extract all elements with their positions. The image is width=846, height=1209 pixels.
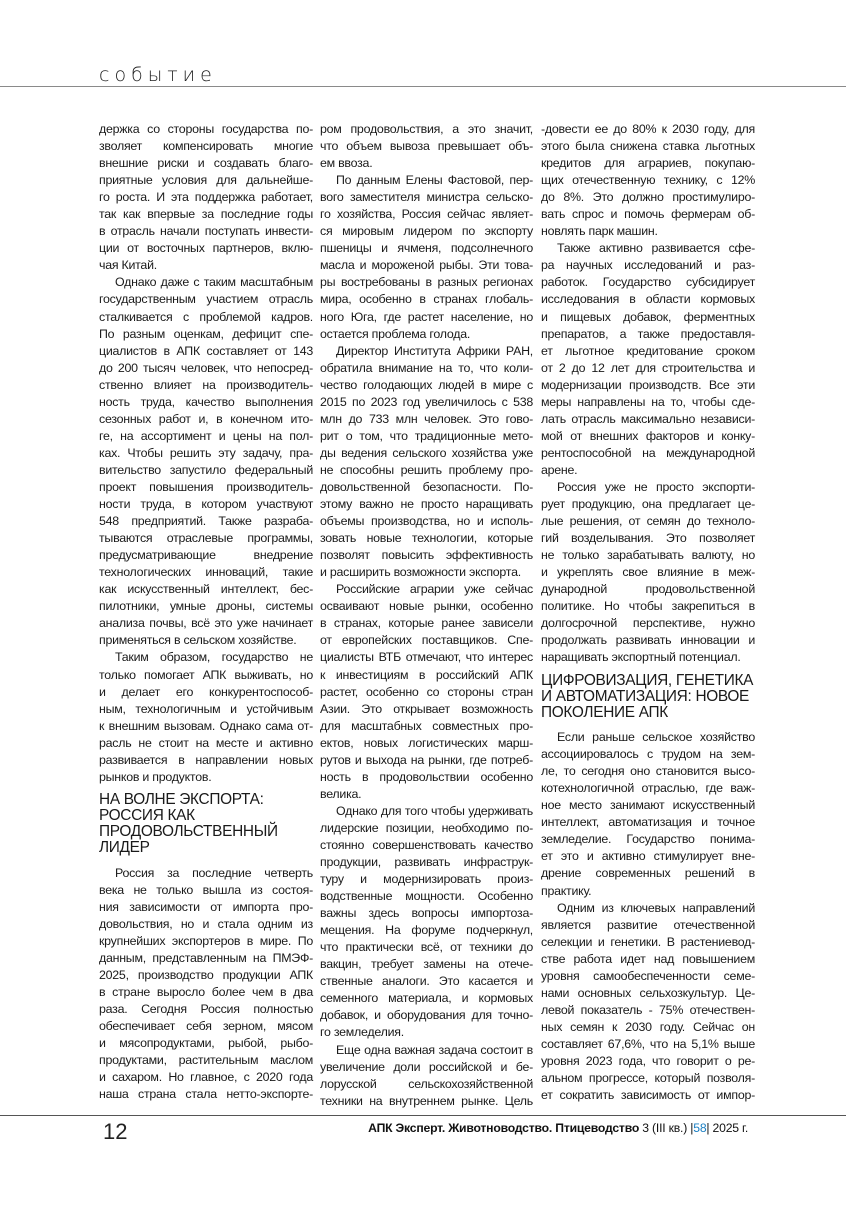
text-line: рит о том, что традиционные мето- xyxy=(320,428,533,443)
text-line: мой от внешних факторов и конку- xyxy=(541,428,755,443)
text-line: обратила внимание на то, что коли- xyxy=(320,360,533,375)
text-line: пилотники, умные дроны, системы xyxy=(99,599,313,614)
text-line: рентоспособной на международной xyxy=(541,445,755,460)
text-line: этого была снижена ставка льготных xyxy=(541,139,755,154)
text-line: и расширить возможности экспорта. xyxy=(320,565,521,580)
issue-year: | 2025 г. xyxy=(706,1121,748,1135)
text-line: от европейских поставщиков. Спе- xyxy=(320,633,533,648)
text-line: применяться в сельском хозяйстве. xyxy=(99,633,297,648)
footer-rule xyxy=(0,1115,846,1116)
text-line: Российские аграрии уже сейчас xyxy=(336,582,533,597)
text-line: внешние риски и создавать благо- xyxy=(99,156,313,171)
text-line: меры направлены на то, чтобы сде- xyxy=(541,394,755,409)
text-line: ного Юга, где растет население, но xyxy=(320,309,533,324)
text-line: довольствия, но и стала одним из xyxy=(99,916,313,931)
text-line: го земледелия. xyxy=(320,1025,404,1040)
text-line: развивается в направлении новых xyxy=(99,752,313,767)
text-line: политике. Но чтобы закрепиться в xyxy=(541,599,755,614)
text-line: ле, то сегодня оно становится высо- xyxy=(541,764,755,779)
paragraph xyxy=(320,121,533,172)
text-line: долгосрочной перспективе, нужно xyxy=(541,616,755,631)
text-line: Если раньше сельское хозяйство xyxy=(557,730,755,745)
text-line: важны здесь вопросы импортоза- xyxy=(320,906,533,921)
text-line: го роста. И эта поддержка работает, xyxy=(99,190,313,205)
text-line: рутов и выхода на рынки, где потреб- xyxy=(320,752,533,767)
text-line: альном прогрессе, который позволя- xyxy=(541,1071,755,1086)
text-line: предусматривающие внедрение xyxy=(99,548,313,563)
paragraph xyxy=(320,172,533,342)
text-line: анализа почвы, всё это уже начинает xyxy=(99,616,313,631)
text-line: от 2 до 12 лет для строительства и xyxy=(541,360,755,375)
text-line: зовать новые технологии, которые xyxy=(320,531,533,546)
text-line: составляет 67,6%, что на 5,1% выше xyxy=(541,1036,755,1051)
text-line: ге, на ассортимент и цены на пол- xyxy=(99,428,313,443)
text-line: По разным оценкам, дефицит спе- xyxy=(99,326,313,341)
text-line: что объем вывоза превышает объ- xyxy=(320,139,533,154)
text-line: левой показатель - 75% отечествен- xyxy=(541,1002,755,1017)
text-line: циалистов в АПК составляет от 143 xyxy=(99,343,313,358)
text-line: Одним из ключевых направлений xyxy=(557,900,755,915)
text-line: ственные аналоги. Это касается и xyxy=(320,974,533,989)
text-line: Также активно развивается сфе- xyxy=(557,241,755,256)
text-line: млн до 733 млн человек. Это гово- xyxy=(320,411,533,426)
section-label: событие xyxy=(99,64,217,86)
issue-number: 3 (III кв.) | xyxy=(642,1121,694,1135)
paragraph xyxy=(541,729,755,899)
text-line: чая Китай. xyxy=(99,258,157,273)
section-heading xyxy=(99,792,313,857)
text-line: в странах, которые ранее зависели xyxy=(320,616,533,631)
text-line: лые решения, от семян до техноло- xyxy=(541,514,755,529)
text-line: для масштабных совместных про- xyxy=(320,718,533,733)
text-line: масла и мороженой рыбы. Эти това- xyxy=(320,258,533,273)
text-line: семенного материала, и кормовых xyxy=(320,991,533,1006)
paragraph xyxy=(320,803,533,1042)
text-line: ных семян к 2030 году. Сейчас он xyxy=(541,1019,755,1034)
text-line: является развитие отечественной xyxy=(541,917,755,932)
text-line: Россия уже не просто экспорти- xyxy=(557,479,755,494)
text-line: пшеницы и ячменя, подсолнечного xyxy=(320,241,533,256)
text-line: и сахаром. Но главное, с 2020 года xyxy=(99,1070,313,1085)
text-line: объемы производства, но и исполь- xyxy=(320,514,533,529)
text-line: ности труда, в котором участвуют xyxy=(99,497,313,512)
text-line: увеличение доли российской и бе- xyxy=(320,1059,533,1074)
footer-journal-info xyxy=(368,1121,748,1135)
text-line: котехнологичной отраслью, где важ- xyxy=(541,781,755,796)
text-line: ся мировым лидером по экспорту xyxy=(320,224,533,239)
text-line: 2025, производство продукции АПК xyxy=(99,967,313,982)
text-line: ное место занимают искусственный xyxy=(541,798,755,813)
column-3 xyxy=(541,121,755,1104)
text-line: 2015 по 2023 год увеличилось с 538 xyxy=(320,394,533,409)
text-line: арене. xyxy=(541,462,578,477)
paragraph xyxy=(541,121,755,240)
text-line: вать спрос и помочь фермерам об- xyxy=(541,207,755,222)
text-line: к инвестициям в российский АПК xyxy=(320,667,533,682)
text-line: расль не стоит на месте и активно xyxy=(99,735,313,750)
text-line: государственным участием отрасль xyxy=(99,292,313,307)
text-line: рует продукцию, она предлагает це- xyxy=(541,497,755,512)
text-line: сталкивается с проблемой кадров. xyxy=(99,309,313,324)
paragraph xyxy=(320,343,533,582)
text-line: ность в продовольствии особенно xyxy=(320,769,533,784)
paragraph xyxy=(320,1042,533,1110)
text-line: наращивать экспортный потенциал. xyxy=(541,650,741,665)
text-line: что практически всё, от техники до xyxy=(320,940,533,955)
text-line: ет льготное кредитование сроком xyxy=(541,343,755,358)
text-line: -довести ее до 80% к 2030 году, для xyxy=(541,122,755,136)
text-line: дрение современных решений в xyxy=(541,866,755,881)
heading-line: НА ВОЛНЕ ЭКСПОРТА: xyxy=(99,790,264,808)
paragraph xyxy=(99,865,313,1104)
heading-line: И АВТОМАТИЗАЦИЯ: НОВОЕ xyxy=(541,687,750,705)
text-line: тываются отраслевые программы, xyxy=(99,531,313,546)
text-line: водственные мощности. Особенно xyxy=(320,889,533,904)
header-rule xyxy=(0,86,846,87)
text-line: ет это и активно стимулирует вне- xyxy=(541,849,755,864)
paragraph xyxy=(541,240,755,479)
text-line: Директор Института Африки РАН, xyxy=(336,343,533,358)
paragraph xyxy=(320,581,533,803)
text-line: ры востребованы в разных регионах xyxy=(320,275,533,290)
text-line: ды ведения сельского хозяйства уже xyxy=(320,445,533,460)
text-line: не способны решить проблему про- xyxy=(320,462,533,477)
text-line: селекции и генетики. В растениевод- xyxy=(541,934,755,949)
text-line: интеллект, автоматизация и точное xyxy=(541,815,755,830)
text-line: ет сократить зависимость от импор- xyxy=(541,1088,755,1103)
text-line: раза. Сегодня Россия полностью xyxy=(99,1002,313,1017)
text-line: позволят повысить эффективность xyxy=(320,548,533,563)
text-line: ассоциировалось с трудом на зем- xyxy=(541,747,755,762)
text-line: обеспечивает себя зерном, мясом xyxy=(99,1019,313,1034)
text-line: кредитов для аграриев, покупаю- xyxy=(541,156,755,171)
text-line: зволяет компенсировать многие xyxy=(99,139,313,154)
text-line: стве работа идет над повышением xyxy=(541,951,755,966)
text-line: данным, представленным на ПМЭФ- xyxy=(99,950,313,965)
text-line: земледелие. Государство понима- xyxy=(541,832,755,847)
paragraph xyxy=(99,274,313,649)
page-number: 12 xyxy=(103,1119,128,1144)
text-line: и укреплять свое влияние в меж- xyxy=(541,565,755,580)
column-1 xyxy=(99,121,313,1103)
paragraph xyxy=(99,649,313,785)
text-line: и пищевых добавок, ферментных xyxy=(541,309,755,324)
heading-line: ЦИФРОВИЗАЦИЯ, ГЕНЕТИКА xyxy=(541,671,754,689)
text-line: вительство запустило федеральный xyxy=(99,462,313,477)
text-line: ра научных исследований и раз- xyxy=(541,258,755,273)
text-line: в стране выросло более чем в два xyxy=(99,984,313,999)
text-line: технологических инноваций, такие xyxy=(99,565,313,580)
text-line: мещения. На форуме подчеркнул, xyxy=(320,923,533,938)
text-line: Россия за последние четверть xyxy=(115,865,313,880)
text-line: как искусственный интеллект, бес- xyxy=(99,582,313,597)
text-line: работок. Государство субсидирует xyxy=(541,275,755,290)
text-line: и мясопродуктами, рыбой, рыбо- xyxy=(99,1036,313,1051)
text-line: продуктами, растительным маслом xyxy=(99,1053,313,1068)
text-line: ния зависимости от импорта про- xyxy=(99,899,313,914)
text-line: Таким образом, государство не xyxy=(115,650,313,665)
text-line: только помогает АПК выживать, но xyxy=(99,667,313,682)
text-line: ность труда, качество выполнения xyxy=(99,394,313,409)
text-line: уровня самообеспеченности семе- xyxy=(541,968,755,983)
text-line: велика. xyxy=(320,786,362,801)
text-line: щих отечественную технику, с 12% xyxy=(541,173,755,188)
text-line: вого заместителя министра сельско- xyxy=(320,190,533,205)
text-line: остается проблема голода. xyxy=(320,326,471,341)
text-line: так как впервые за последние годы xyxy=(99,207,313,222)
heading-line: ЛИДЕР xyxy=(99,839,150,857)
text-line: модернизации производств. Все эти xyxy=(541,377,755,392)
text-line: циалисты ВТБ отмечают, что интерес xyxy=(320,650,533,665)
text-line: до 200 тысяч человек, что непосред- xyxy=(99,360,313,375)
text-line: наша страна стала нетто-экспорте- xyxy=(99,1087,313,1102)
text-line: до 8%. Это должно простимулиро- xyxy=(541,190,755,205)
text-line: стоянно совершенствовать качество xyxy=(320,837,533,852)
text-line: ектов, новых логистических марш- xyxy=(320,735,533,750)
text-line: го хозяйства, Россия сейчас являет- xyxy=(320,207,533,222)
text-line: лать отрасль максимально независи- xyxy=(541,411,755,426)
text-line: Азии. Это открывает возможность xyxy=(320,701,533,716)
heading-line: ПРОДОВОЛЬСТВЕННЫЙ xyxy=(99,823,278,841)
text-line: чество голодающих людей в мире с xyxy=(320,377,533,392)
text-line: вакцин, требует замены на отече- xyxy=(320,957,533,972)
text-line: По данным Елены Фастовой, пер- xyxy=(336,173,533,188)
text-line: к внешним вызовам. Однако сама от- xyxy=(99,718,313,733)
text-line: добавок, и оборудования для точно- xyxy=(320,1008,533,1023)
text-line: приятные условия для дальнейше- xyxy=(99,173,313,188)
paragraph xyxy=(99,121,313,274)
text-line: Однако для того чтобы удерживать xyxy=(336,803,533,818)
text-line: ром продовольствия, а это значит, xyxy=(320,122,533,136)
text-line: Однако даже с таким масштабным xyxy=(115,275,313,290)
text-line: исследования в области кормовых xyxy=(541,292,755,307)
text-line: дународной продовольственной xyxy=(541,582,755,597)
text-line: уровня 2023 года, что говорит о ре- xyxy=(541,1054,755,1068)
text-line: осваивают новые рынки, особенно xyxy=(320,599,533,614)
text-line: техники на внутреннем рынке. Цель xyxy=(320,1093,533,1108)
text-line: гий возделывания. Это позволяет xyxy=(541,531,755,546)
text-line: довольственной безопасности. По- xyxy=(320,479,533,494)
text-line: и делает его конкурентоспособ- xyxy=(99,684,313,699)
text-line: ках. Чтобы решить эту задачу, пра- xyxy=(99,445,313,460)
text-line: новлять парк машин. xyxy=(541,224,658,239)
text-line: нами основных сельхозкультур. Це- xyxy=(541,985,755,1000)
text-line: мира, особенно в странах глобаль- xyxy=(320,292,533,307)
text-line: не только зарабатывать валюту, но xyxy=(541,548,755,563)
text-line: ции от восточных партнеров, вклю- xyxy=(99,241,313,256)
heading-line: ПОКОЛЕНИЕ АПК xyxy=(541,703,668,721)
text-line: 548 предприятий. Также разраба- xyxy=(99,514,313,529)
text-line: практику. xyxy=(541,883,592,898)
text-line: ственно влияет на производитель- xyxy=(99,377,313,392)
paragraph xyxy=(541,479,755,667)
text-line: проект повышения производитель- xyxy=(99,479,313,494)
text-line: туру и модернизировать произ- xyxy=(320,872,533,887)
text-line: ным, технологичным и устойчивым xyxy=(99,701,313,716)
text-line: лидерские позиции, необходимо по- xyxy=(320,820,533,835)
journal-title: АПК Эксперт. Животноводство. Птицеводство xyxy=(368,1121,640,1135)
text-line: рынков и продуктов. xyxy=(99,769,212,784)
text-line: Еще одна важная задача состоит в xyxy=(336,1042,533,1057)
text-line: растет, особенно со стороны стран xyxy=(320,684,533,699)
text-line: века не только вышла из состоя- xyxy=(99,882,313,897)
heading-line: РОССИЯ КАК xyxy=(99,807,195,825)
section-heading xyxy=(541,673,755,722)
text-line: держка со стороны государства по- xyxy=(99,122,313,136)
text-line: продолжать развивать инновации и xyxy=(541,633,755,648)
paragraph xyxy=(541,900,755,1105)
issue-total-number: 58 xyxy=(693,1121,707,1135)
text-line: ем ввоза. xyxy=(320,156,373,171)
column-2 xyxy=(320,121,533,1110)
text-line: препаратов, а также предоставля- xyxy=(541,326,755,341)
text-line: сезонных работ и, в конечном ито- xyxy=(99,411,313,426)
text-line: этому важно не просто наращивать xyxy=(320,497,533,512)
text-line: крупнейших экспортеров в мире. По xyxy=(99,933,313,948)
text-line: продукции, развивать инфраструк- xyxy=(320,855,533,870)
text-line: в отрасль начали поступать инвести- xyxy=(99,224,313,239)
text-line: лорусской сельскохозяйственной xyxy=(320,1076,533,1091)
